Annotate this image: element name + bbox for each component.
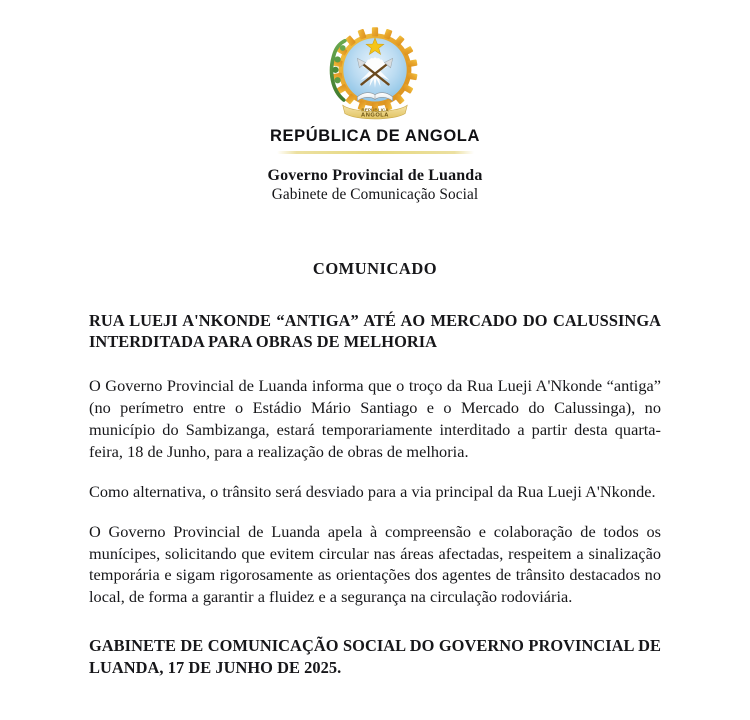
- document-headline: RUA LUEJI A'NKONDE “ANTIGA” ATÉ AO MERCADO DO CALUSSINGA INTERDITADA PARA OBRAS DE MELHORIA: [89, 310, 661, 352]
- letterhead: [0, 0, 750, 204]
- scroll-subtext: REPÚBLICA: [361, 107, 389, 113]
- angola-coat-of-arms-icon: [323, 22, 427, 126]
- scroll-text: ANGOLA: [361, 112, 389, 119]
- signature-block: GABINETE DE COMUNICAÇÃO SOCIAL DO GOVERNO PROVINCIAL DE LUANDA, 17 DE JUNHO DE 2025.: [89, 636, 661, 678]
- gold-divider: [277, 151, 474, 154]
- scroll-ribbon: [343, 105, 407, 119]
- paragraph-2: Como alternativa, o trânsito será desviado para a via principal da Rua Lueji A'Nkonde.: [89, 481, 656, 501]
- paragraph-3: O Governo Provincial de Luanda apela à compreensão e colaboração de todos os munícipes, solicitando que evitem circular nas áreas afectadas, respeitem a sinalização temporária e sigam rigorosamente as orientações dos agentes de trânsito destacados no local, de forma a garantir a fluidez e a segurança na circulação rodoviária.: [89, 521, 661, 607]
- document-title: COMUNICADO: [312, 258, 438, 278]
- government-subtitle: Governo Provincial de Luanda: [267, 166, 483, 184]
- cogwheel-ring-icon: [374, 69, 375, 70]
- republic-title: REPÚBLICA DE ANGOLA: [269, 127, 480, 145]
- paragraph-1: O Governo Provincial de Luanda informa que o troço da Rua Lueji A'Nkonde “antiga” (no perímetro entre o Estádio Mário Santiago e o Mercado do Calussinga), no município do Sambizanga, estará temporariamente interditado a partir desta quarta-feira, 18 de Junho, para a realização de obras de melhoria.: [89, 376, 661, 461]
- cabinet-subtitle: Gabinete de Comunicação Social: [271, 185, 479, 203]
- document-body: [0, 259, 750, 679]
